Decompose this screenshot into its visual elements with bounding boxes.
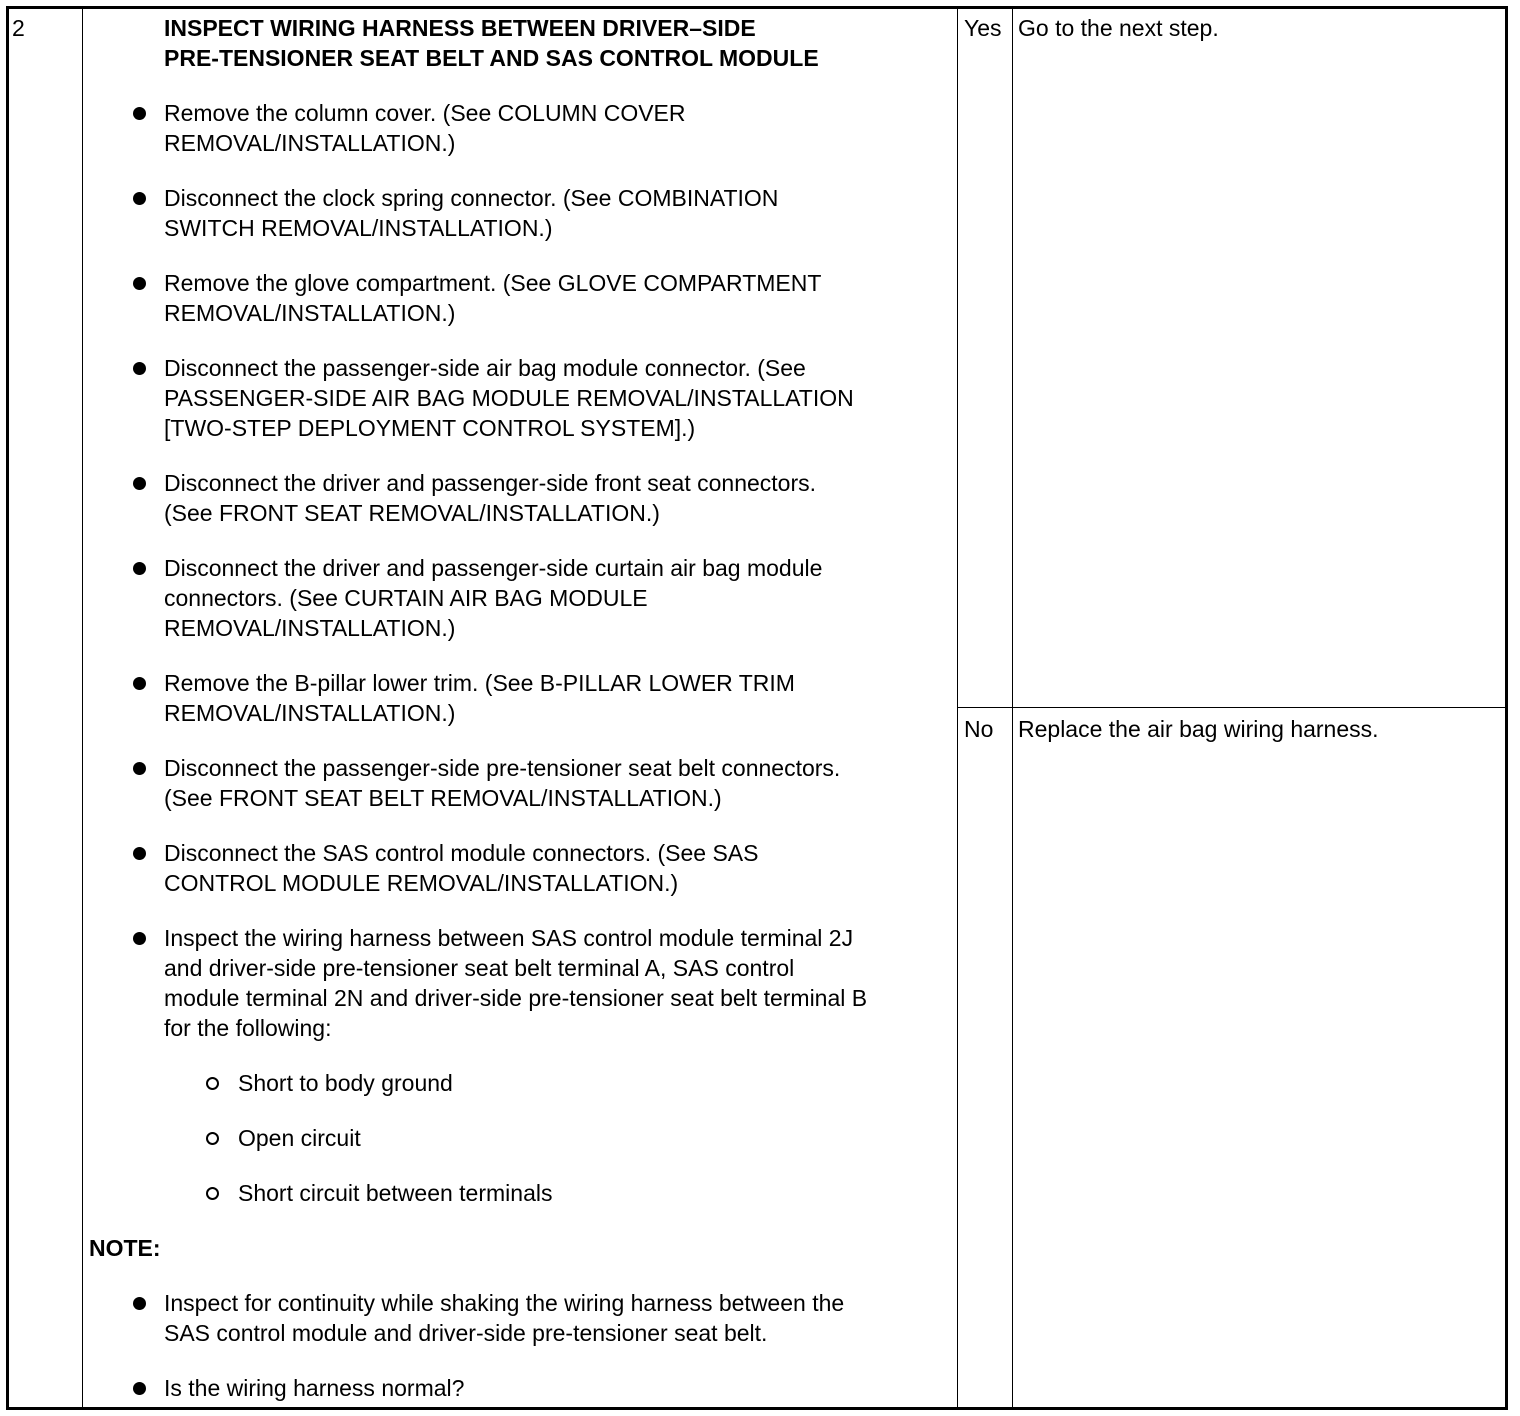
hollow-bullet-icon bbox=[206, 1132, 219, 1145]
step-heading-line-1: INSPECT WIRING HARNESS BETWEEN DRIVER–SIDE bbox=[164, 15, 756, 41]
bullet-icon bbox=[133, 1382, 146, 1395]
step-item-line: Disconnect the passenger-side pre-tensioner seat belt connectors. bbox=[164, 755, 841, 781]
action-no: Replace the air bag wiring harness. bbox=[1018, 716, 1379, 742]
step-item-line: SWITCH REMOVAL/INSTALLATION.) bbox=[164, 215, 553, 241]
answer-no: No bbox=[964, 716, 994, 742]
step-item-line: connectors. (See CURTAIN AIR BAG MODULE bbox=[164, 585, 648, 611]
hollow-bullet-icon bbox=[206, 1077, 219, 1090]
step-item-line: Remove the column cover. (See COLUMN COVER bbox=[164, 100, 686, 126]
result-row-divider bbox=[957, 707, 1505, 708]
step-item-line: module terminal 2N and driver-side pre-tensioner seat belt terminal B bbox=[164, 985, 868, 1011]
column-divider-action bbox=[1012, 9, 1013, 1407]
action-yes: Go to the next step. bbox=[1018, 15, 1219, 41]
bullet-icon bbox=[133, 107, 146, 120]
bullet-icon bbox=[133, 762, 146, 775]
bullet-icon bbox=[133, 1297, 146, 1310]
step-item-line: for the following: bbox=[164, 1015, 332, 1041]
sub-item: Short circuit between terminals bbox=[238, 1180, 553, 1206]
step-heading-line-2: PRE-TENSIONER SEAT BELT AND SAS CONTROL MODULE bbox=[164, 45, 819, 71]
note-item-line: Inspect for continuity while shaking the wiring harness between the bbox=[164, 1290, 845, 1316]
sub-item: Short to body ground bbox=[238, 1070, 453, 1096]
column-divider-answer bbox=[957, 9, 958, 1407]
sub-item: Open circuit bbox=[238, 1125, 361, 1151]
bullet-icon bbox=[133, 192, 146, 205]
bullet-icon bbox=[133, 277, 146, 290]
step-item-line: REMOVAL/INSTALLATION.) bbox=[164, 300, 456, 326]
bullet-icon bbox=[133, 362, 146, 375]
bullet-icon bbox=[133, 847, 146, 860]
step-item-line: REMOVAL/INSTALLATION.) bbox=[164, 615, 456, 641]
step-item-line: Inspect the wiring harness between SAS control module terminal 2J bbox=[164, 925, 854, 951]
step-item-line: (See FRONT SEAT BELT REMOVAL/INSTALLATION.) bbox=[164, 785, 722, 811]
step-item-line: CONTROL MODULE REMOVAL/INSTALLATION.) bbox=[164, 870, 679, 896]
note-label: NOTE: bbox=[89, 1235, 161, 1261]
step-item-line: Disconnect the driver and passenger-side curtain air bag module bbox=[164, 555, 823, 581]
step-item-line: PASSENGER-SIDE AIR BAG MODULE REMOVAL/INSTALLATION bbox=[164, 385, 854, 411]
step-item-line: REMOVAL/INSTALLATION.) bbox=[164, 130, 456, 156]
bullet-icon bbox=[133, 562, 146, 575]
step-item-line: Disconnect the SAS control module connectors. (See SAS bbox=[164, 840, 759, 866]
step-item-line: Disconnect the clock spring connector. (See COMBINATION bbox=[164, 185, 779, 211]
hollow-bullet-icon bbox=[206, 1187, 219, 1200]
step-item-line: Disconnect the driver and passenger-side front seat connectors. bbox=[164, 470, 817, 496]
step-item-line: and driver-side pre-tensioner seat belt terminal A, SAS control bbox=[164, 955, 795, 981]
step-item-line: REMOVAL/INSTALLATION.) bbox=[164, 700, 456, 726]
step-item-line: Disconnect the passenger-side air bag module connector. (See bbox=[164, 355, 806, 381]
column-divider-step bbox=[82, 9, 83, 1407]
bullet-icon bbox=[133, 932, 146, 945]
step-number: 2 bbox=[12, 15, 25, 41]
answer-yes: Yes bbox=[964, 15, 1002, 41]
step-item-line: [TWO-STEP DEPLOYMENT CONTROL SYSTEM].) bbox=[164, 415, 696, 441]
note-item-line: Is the wiring harness normal? bbox=[164, 1375, 465, 1401]
bullet-icon bbox=[133, 677, 146, 690]
bullet-icon bbox=[133, 477, 146, 490]
note-item-line: SAS control module and driver-side pre-tensioner seat belt. bbox=[164, 1320, 768, 1346]
step-item-line: (See FRONT SEAT REMOVAL/INSTALLATION.) bbox=[164, 500, 660, 526]
step-item-line: Remove the B-pillar lower trim. (See B-PILLAR LOWER TRIM bbox=[164, 670, 795, 696]
step-item-line: Remove the glove compartment. (See GLOVE COMPARTMENT bbox=[164, 270, 822, 296]
